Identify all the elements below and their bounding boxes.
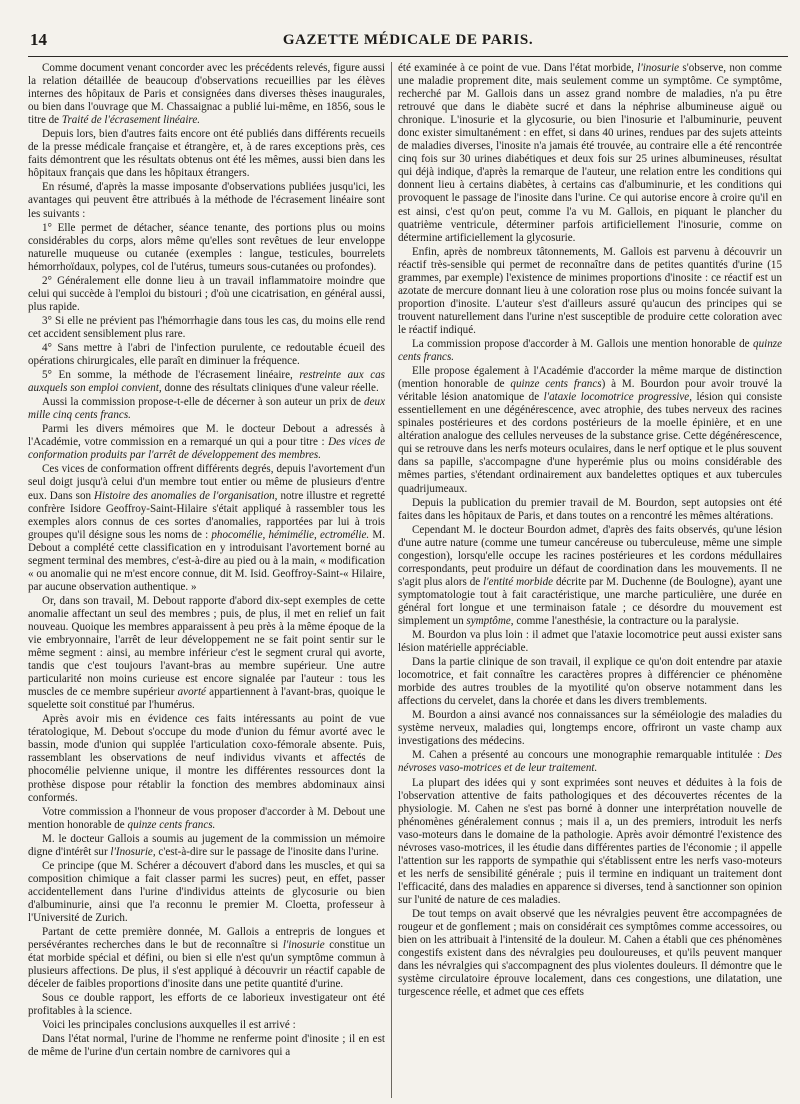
text-run: Comme document venant concorder avec les précédents relevés, figure aussi la relation détaillée de beaucoup d'observations recueillies par les élèves internes des hôpitaux de Paris et consignées dans diverses thèses inaugurales, ou bien dans l'ouvrage que M. Chassaignac a publié lui-même, en 1856, sous le titre de (28, 62, 385, 127)
text-run: Or, dans son travail, M. Debout rapporte d'abord dix-sept exemples de cette anomalie affectant un seul des membres ; puis, de plus, il met en relief un fait nouveau. Quoique les membres apparaissent à peu près à la même époque de la vie embryonnaire, l'arrêt de leur développement ne se fait point sentir sur le même segment : ainsi, au membre inférieur c'est le segment crural qui avorte, tandis que c'est toujours l'avant-bras au membre supérieur. Une autre particularité non moins curieuse est encore signalée par l'auteur : tous les muscles de ce membre supérieur (28, 594, 385, 699)
italic-text: l'entité morbide (483, 575, 554, 588)
text-run: constitue un état morbide spécial et défini, ou bien si elle n'est qu'un symptôme commun à plusieurs affections. De plus, il s'est appliqué à découvrir un réactif capable de déceler de faibles proportions d'inosite dans une petite quantité d'urine. (28, 939, 385, 991)
italic-text: Histoire des anomalies de l'organisation, (94, 489, 278, 502)
paragraph (398, 656, 782, 708)
paragraph (28, 369, 385, 395)
italic-text: avorté (177, 686, 206, 699)
text-run: Partant de cette première donnée, M. Gallois a entrepris de longues et persévérantes recherches dans le but de reconnaître si (28, 926, 385, 952)
paragraph (28, 396, 385, 422)
paragraph (28, 833, 385, 859)
text-run: Depuis la publication du premier travail de M. Bourdon, sept autopsies ont été faites dans les hôpitaux de Paris, et dans toutes on a rencontré les mêmes altérations. (398, 496, 782, 522)
text-run: En résumé, d'après la masse imposante d'observations publiées jusqu'ici, les avantages qui peuvent être attribués à la méthode de l'écrasement linéaire sont les suivants : (28, 181, 385, 220)
text-run: lésion qui consiste essentiellement en une dégénérescence, avec atrophie, des tubes nerveux des racines spinales postérieures et des cordons postérieurs de la moelle épinière, et en une altération analogue des cellules nerveuses de la substance grise. Cette dégénérescence, qui se retrouve dans les nerfs moteurs oculaires, dans le nerf optique et le plus souvent dans sa papille, s'accompagne d'une hyperémie plus ou moins considérable des mêmes parties, s'étendant ordinairement aux bandelettes optiques et aux tubercules quadrijumeaux. (398, 391, 782, 495)
page-header (28, 26, 788, 57)
text-run: M. Debout a complété cette classification en y introduisant l'avortement borné au segment terminal des membres, c'est-à-dire au pied ou à la main, « modification « ou anomalie qui ne m'est encore connue, dit M. Isid. Geoffroy-Saint-« Hilaire, par aucune observation authentique. » (28, 528, 385, 593)
text-run: ) à M. Bourdon pour avoir trouvé la véritable lésion anatomique de (398, 378, 782, 404)
text-run: 2° Généralement elle donne lieu à un travail inflammatoire moindre que celui qui succède à l'emploi du bistouri ; d'où une cicatrisation, en général aussi, plus rapide. (28, 274, 385, 313)
paragraph (398, 62, 782, 245)
italic-text: l'ataxie locomotrice progressive, (543, 391, 692, 404)
italic-text: quinze cents francs (510, 378, 602, 391)
text-run: Enfin, après de nombreux tâtonnements, M. Gallois est parvenu à découvrir un réactif très-sensible qui permet de reconnaître dans de petites quantités d'urine (15 grammes, par exemple) l'existence de minimes proportions d'inosite : ce réactif est un azotate de mercure donnant lieu à une coloration rose plus ou moins foncée suivant la proportion d'inosite. L'auteur s'est d'ailleurs assuré qu'aucun des principes qui se trouvent naturellement dans l'urine n'est susceptible de produire cette coloration avec le réactif indiqué. (398, 245, 782, 336)
paragraph (28, 275, 385, 314)
text-run: M. Bourdon va plus loin : il admet que l'ataxie locomotrice peut aussi exister sans lésion matérielle appréciable. (398, 629, 782, 655)
text-run: M. Cahen a présenté au concours une monographie remarquable intitulée : (412, 749, 765, 762)
text-run: Dans l'état normal, l'urine de l'homme ne renferme point d'inosite ; il en est de même de l'urine d'un certain nombre de carnivores qui a (28, 1033, 385, 1059)
text-run: La commission propose d'accorder à M. Gallois une mention honorable de (412, 337, 754, 350)
text-run: Parmi les divers mémoires que M. le docteur Debout a adressés à l'Académie, votre commission en a remarqué un qui a pour titre : (28, 423, 385, 449)
text-run: 5° En somme, la méthode de l'écrasement linéaire, (42, 369, 300, 382)
paragraph (28, 342, 385, 368)
italic-text: symptôme, (466, 614, 514, 627)
text-run: décrite par M. Duchenne (de Boulogne), ayant une symptomatologie tout à fait caractéristique, une marche particulière, une durée en général fort longue et une terminaison fatale ; ce désordre du mouvement est simplement un (398, 575, 782, 627)
italic-text: l'inosurie (282, 939, 325, 952)
paragraph (398, 749, 782, 775)
italic-text: quinze cents francs. (127, 818, 216, 831)
italic-text: deux mille cinq cents francs. (28, 396, 385, 422)
text-run: Voici les principales conclusions auxquelles il est arrivé : (42, 1019, 296, 1032)
paragraph (28, 926, 385, 991)
text-run: s'observe, non comme une maladie proprement dite, mais seulement comme un symptôme. Ce symptôme, recherché par M. Gallois dans un assez grand nombre de maladies, n'a pu être retrouvé que dans le diabète sucré et dans la néphrise albumineuse aiguë ou chronique. L'inosurie et la glycosurie, ou bien l'inosurie et l'albuminurie, peuvent donc exister simultanément : en effet, si dans 40 urines, rendues par des sujets atteints de maladies diverses, l'inosite n'a jamais été trouvée, au contraire elle a été rencontrée cinq fois sur 30 urines diabétiques et deux fois sur 25 urines albumineuses, résultat qui déjà indique, d'après la remarque de l'auteur, une relation entre les conditions qui donnent lieu à certains diabètes, à certains cas d'albuminurie, et les conditions qui provoquent le passage de l'inosite dans l'urine. Ce qui autorise encore à croire qu'il en est ainsi, c'est qu'on peut, comme l'a vu M. Gallois, en piquant le plancher du quatrième ventricule, déterminer parfois artificiellement l'inosurie, comme on détermine artificiellement la glycosurie. (398, 62, 782, 244)
text-run: Ces vices de conformation offrent différents degrés, depuis l'avortement d'un seul doigt jusqu'à celui d'un membre tout entier ou même de plusieurs d'entre eux. Dans son (28, 463, 385, 502)
text-run: c'est-à-dire sur le passage de l'inosite dans l'urine. (155, 845, 379, 858)
italic-text: Des vices de conformation produits par l'arrêt de développement des membres. (28, 436, 385, 462)
italic-text: Traité de l'écrasement linéaire. (61, 114, 201, 127)
text-run: Sous ce double rapport, les efforts de ce laborieux investigateur ont été profitables à la science. (28, 992, 385, 1018)
text-run: M. le docteur Gallois a soumis au jugement de la commission un mémoire digne d'intérêt sur (28, 832, 385, 858)
left-column (28, 62, 385, 1098)
text-run: Elle propose également à l'Académie d'accorder la même marque de distinction (mention honorable de (398, 365, 782, 391)
text-run: 3° Si elle ne prévient pas l'hémorrhagie dans tous les cas, du moins elle rend cet accident sensiblement plus rare. (28, 314, 385, 340)
paragraph (28, 423, 385, 462)
text-run: Depuis lors, bien d'autres faits encore ont été publiés dans différents recueils de la presse médicale française et étrangère, et, à de rares exceptions près, ces faits démontrent que les résultats obtenus ont été les mêmes, aussi bien dans les hôpitaux français que dans les hôpitaux étrangers. (28, 128, 385, 180)
text-run: La plupart des idées qui y sont exprimées sont neuves et déduites à la fois de l'observation attentive de faits pathologiques et des découvertes récentes de la physiologie. M. Cahen ne s'est pas borné à donner une interprétation nouvelle de phénomènes généralement connus ; mais il a, un des premiers, introduit les nerfs vaso-moteurs dans le domaine de la pathologie. Après avoir démontré l'existence des névroses vaso-motrices, il les étudie dans différentes parties de l'économie ; il appelle l'attention sur les rapports de sympathie qui s'établissent entre les nerfs vaso-moteurs et les nerfs de sensibilité générale ; puis il termine en indiquant un traitement dont l'efficacité, dans des maladies en apparence si diverses, tend à sanctionner son opinion sur l'unité de nature de ces maladies. (398, 776, 782, 906)
paragraph (398, 709, 782, 748)
paragraph (398, 246, 782, 337)
text-run: donne des résultats cliniques d'une valeur réelle. (161, 382, 379, 395)
column-divider (391, 62, 392, 1098)
paragraph (28, 62, 385, 127)
paragraph (28, 463, 385, 593)
paragraph (28, 315, 385, 341)
paragraph (28, 860, 385, 925)
text-run: Dans la partie clinique de son travail, il explique ce qu'on doit entendre par ataxie locomotrice, et fait connaître les caractères propres à différencier ce phénomène morbide des autres troubles de la myotilité qu'on observe notamment dans les affections du cervelet, dans la chorée et dans les divers tremblements. (398, 656, 782, 708)
paragraph (28, 713, 385, 804)
text-run: De tout temps on avait observé que les névralgies peuvent être accompagnées de rougeur et de gonflement ; mais on considérait ces symptômes comme accessoires, ou bien on les attribuait à l'intensité de la douleur. M. Cahen a établi que ces phénomènes congestifs existent dans des névralgies peu douloureuses, et qu'ils peuvent manquer dans les névralgies qui s'accompagnent des plus violentes douleurs. Il démontre que le système circulatoire éprouve localement, dans ces congestions, une dilatation, une turgescence réelle, et admet que ces effets (398, 908, 782, 999)
text-run: M. Bourdon a ainsi avancé nos connaissances sur la séméiologie des maladies du système nerveux, maladies qui, longtemps encore, offriront un vaste champ aux investigations des médecins. (398, 709, 782, 748)
paragraph (28, 992, 385, 1018)
paragraph (398, 629, 782, 655)
text-run: Cependant M. le docteur Bourdon admet, d'après des faits observés, qu'une lésion d'une autre nature (comme une tumeur cancéreuse ou tuberculeuse, même une simple congestion), lorsqu'elle occupe les racines postérieures et les cordons médullaires correspondants, peut produire un défaut de coordination dans les mouvements. Il ne s'agit plus alors de (398, 523, 782, 588)
text-run: Votre commission a l'honneur de vous proposer d'accorder à M. Debout une mention honorable de (28, 805, 385, 831)
paragraph (398, 908, 782, 999)
right-column (398, 62, 782, 1098)
text-run: comme l'anesthésie, la contracture ou la paralysie. (513, 614, 739, 627)
paragraph (28, 806, 385, 832)
italic-text: quinze cents francs. (398, 337, 782, 364)
italic-text: restreinte aux cas auxquels son emploi convient, (28, 369, 385, 395)
paragraph (28, 595, 385, 712)
paragraph (398, 524, 782, 628)
text-run: Aussi la commission propose-t-elle de décerner à son auteur un prix de (42, 396, 365, 409)
paragraph (28, 222, 385, 274)
text-run: notre illustre et regretté confrère Isidore Geoffroy-Saint-Hilaire s'était appliqué à rassembler tous les exemples alors connus de ces sortes d'anomalies, rapportées par lui à trois groupes qu'il désigne sous les noms de : (28, 489, 385, 541)
italic-text: l'inosurie (637, 62, 680, 74)
text-run: 4° Sans mettre à l'abri de l'infection purulente, ce redoutable écueil des opérations chirurgicales, elle paraît en diminuer la fréquence. (28, 341, 385, 368)
paragraph (398, 497, 782, 523)
paragraph (28, 181, 385, 220)
text-run: été examinée à ce point de vue. Dans l'état morbide, (398, 62, 638, 74)
paragraph (28, 1033, 385, 1059)
journal-title: GAZETTE MÉDICALE DE PARIS. (282, 32, 534, 48)
text-run: appartiennent à l'avant-bras, quoique le squelette soit constitué par l'humérus. (28, 686, 385, 712)
text-run: Ce principe (que M. Schérer a découvert d'abord dans les muscles, et qui sa composition chimique a fait classer parmi les sucres) peut, en effet, passer accidentellement dans l'urine d'individus atteints de glycosurie ou bien d'albuminurie, ainsi que l'a reconnu le premier M. Cloetta, professeur à l'Université de Zurich. (28, 859, 385, 924)
text-run: Après avoir mis en évidence ces faits intéressants au point de vue tératologique, M. Debout s'occupe du mode d'union du fémur avorté avec le bassin, mode d'union qui supplée l'articulation coxo-fémorale absente. Puis, rassemblant les observations de neuf individus vivants et affectés de phocomélie pelvienne unique, il montre les différentes ressources dont la prothèse dispose pour rétablir la fonction des membres abdominaux ainsi conformés. (28, 713, 385, 804)
italic-text: phocomélie, hémimélie, ectromélie. (211, 528, 370, 541)
page-number: 14 (30, 30, 47, 49)
italic-text: l'Inosurie, (110, 845, 156, 858)
paragraph (28, 1019, 385, 1032)
paragraph (398, 338, 782, 364)
text-run: 1° Elle permet de détacher, séance tenante, des portions plus ou moins considérables du corps, alors même qu'elles sont revêtues de leur enveloppe naturelle muqueuse ou cutanée (exemples : langue, testicules, bourrelets hémorrhoïdaux, polypes, col de l'utérus, tumeurs sous-cutanées ou profondes). (28, 221, 385, 273)
paragraph (398, 365, 782, 495)
italic-text: Des névroses vaso-motrices et de leur traitement. (398, 749, 782, 775)
paragraph (398, 777, 782, 907)
paragraph (28, 128, 385, 180)
